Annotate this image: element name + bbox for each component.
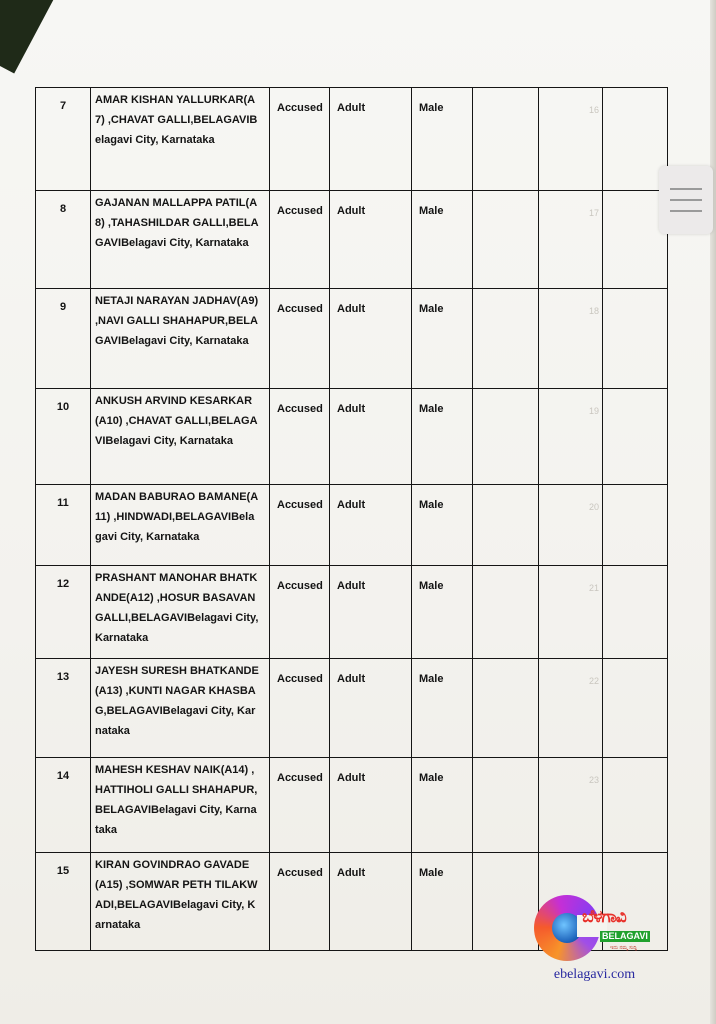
empty-cell	[603, 485, 668, 566]
type-cell	[270, 485, 330, 566]
gender-cell-text: Male	[419, 403, 444, 415]
age-group-cell	[330, 191, 412, 289]
type-cell-text: Accused	[277, 403, 323, 415]
type-cell-text: Accused	[277, 867, 323, 879]
type-cell	[270, 389, 330, 485]
type-cell-text: Accused	[277, 772, 323, 784]
empty-cell	[473, 659, 539, 758]
type-cell	[270, 289, 330, 389]
gender-cell	[412, 485, 473, 566]
name-address-cell	[91, 389, 270, 485]
name-address-cell-text: MAHESH KESHAV NAIK(A14) ,HATTIHOLI GALLI SHAHAPUR,BELAGAVIBelagavi City, Karnataka	[95, 764, 258, 836]
empty-cell	[539, 389, 603, 485]
serial-cell-text: 14	[56, 770, 70, 782]
bleed-through-text: 22	[588, 676, 599, 686]
serial-cell-text: 11	[57, 497, 69, 509]
serial-cell-text: 12	[56, 578, 70, 590]
serial-cell-text: 15	[56, 865, 70, 877]
empty-cell	[603, 191, 668, 289]
age-group-cell-text: Adult	[337, 205, 366, 217]
bleed-through-text: 16	[588, 105, 599, 115]
gender-cell	[412, 853, 473, 951]
gender-cell-text: Male	[419, 867, 444, 879]
type-cell	[270, 566, 330, 659]
logo-tagline: ಇದು ನಮ್ಮ ಸುದ್ದಿ	[610, 945, 637, 951]
table-row	[36, 485, 668, 566]
name-address-cell-text: MADAN BABURAO BAMANE(A11) ,HINDWADI,BELAGAVIBelagavi City, Karnataka	[95, 491, 259, 543]
empty-cell	[473, 289, 539, 389]
empty-cell	[473, 88, 539, 191]
bleed-through-text: 19	[588, 406, 599, 416]
gender-cell-text: Male	[419, 205, 444, 217]
type-cell	[270, 191, 330, 289]
table-row	[36, 88, 668, 191]
gender-cell-text: Male	[419, 673, 444, 685]
empty-cell	[539, 88, 603, 191]
logo-english-text: BELAGAVI	[602, 931, 648, 941]
name-address-cell	[91, 88, 270, 191]
empty-cell	[539, 659, 603, 758]
empty-cell	[473, 191, 539, 289]
type-cell	[270, 88, 330, 191]
empty-cell	[473, 853, 539, 951]
name-address-cell-text: PRASHANT MANOHAR BHATKANDE(A12) ,HOSUR BASAVAN GALLI,BELAGAVIBelagavi City, Karnataka	[95, 572, 259, 644]
age-group-cell-text: Adult	[337, 772, 366, 784]
name-address-cell-text: GAJANAN MALLAPPA PATIL(A8) ,TAHASHILDAR GALLI,BELAGAVIBelagavi City, Karnataka	[95, 197, 259, 249]
empty-cell	[473, 389, 539, 485]
serial-cell	[36, 566, 91, 659]
serial-cell	[36, 191, 91, 289]
table-row	[36, 289, 668, 389]
table-row	[36, 659, 668, 758]
bleed-through-text: 18	[588, 306, 599, 316]
type-cell-text: Accused	[277, 499, 323, 511]
ebelagavi-watermark	[532, 893, 657, 988]
bleed-through-text: 23	[588, 775, 599, 785]
gender-cell	[412, 191, 473, 289]
logo-url: ebelagavi.com	[553, 967, 636, 982]
name-address-cell	[91, 659, 270, 758]
serial-cell	[36, 88, 91, 191]
gender-cell	[412, 566, 473, 659]
gender-cell	[412, 389, 473, 485]
type-cell	[270, 659, 330, 758]
serial-cell	[36, 758, 91, 853]
serial-cell	[36, 289, 91, 389]
age-group-cell	[330, 758, 412, 853]
bleed-through-text: 21	[588, 583, 599, 593]
type-cell-text: Accused	[277, 580, 323, 592]
age-group-cell	[330, 389, 412, 485]
name-address-cell	[91, 485, 270, 566]
menu-bar	[670, 199, 702, 201]
age-group-cell-text: Adult	[337, 673, 366, 685]
type-cell-text: Accused	[277, 673, 323, 685]
background-corner	[0, 0, 56, 74]
type-cell	[270, 853, 330, 951]
gender-cell-text: Male	[419, 303, 444, 315]
empty-cell	[603, 659, 668, 758]
bleed-through-text: 20	[588, 502, 599, 512]
serial-cell-text: 9	[59, 301, 67, 313]
gender-cell	[412, 289, 473, 389]
empty-cell	[539, 566, 603, 659]
name-address-cell-text: NETAJI NARAYAN JADHAV(A9) ,NAVI GALLI SHAHAPUR,BELAGAVIBelagavi City, Karnataka	[95, 295, 259, 347]
empty-cell	[539, 485, 603, 566]
hamburger-menu-button[interactable]	[659, 166, 713, 234]
menu-bar	[670, 188, 702, 190]
serial-cell	[36, 659, 91, 758]
empty-cell	[603, 88, 668, 191]
empty-cell	[539, 758, 603, 853]
age-group-cell	[330, 485, 412, 566]
serial-cell	[36, 853, 91, 951]
page-edge	[710, 0, 716, 1024]
serial-cell	[36, 389, 91, 485]
table-row	[36, 389, 668, 485]
menu-bar	[670, 210, 702, 212]
name-address-cell	[91, 566, 270, 659]
empty-cell	[473, 485, 539, 566]
bleed-through-text: 17	[588, 208, 599, 218]
age-group-cell	[330, 566, 412, 659]
name-address-cell	[91, 191, 270, 289]
age-group-cell-text: Adult	[337, 303, 366, 315]
age-group-cell-text: Adult	[337, 580, 366, 592]
empty-cell	[539, 289, 603, 389]
gender-cell-text: Male	[419, 102, 444, 114]
empty-cell	[603, 758, 668, 853]
age-group-cell	[330, 88, 412, 191]
gender-cell-text: Male	[419, 499, 444, 511]
age-group-cell	[330, 289, 412, 389]
serial-cell-text: 13	[56, 671, 70, 683]
empty-cell	[603, 566, 668, 659]
table-row	[36, 191, 668, 289]
serial-cell-text: 7	[59, 100, 67, 112]
name-address-cell-text: KIRAN GOVINDRAO GAVADE(A15) ,SOMWAR PETH TILAKWADI,BELAGAVIBelagavi City, Karnataka	[95, 859, 258, 931]
empty-cell	[603, 389, 668, 485]
age-group-cell-text: Adult	[337, 499, 366, 511]
age-group-cell-text: Adult	[337, 867, 366, 879]
age-group-cell-text: Adult	[337, 403, 366, 415]
serial-cell-text: 8	[59, 203, 67, 215]
type-cell-text: Accused	[277, 205, 323, 217]
serial-cell-text: 10	[56, 401, 70, 413]
table-row	[36, 566, 668, 659]
serial-cell	[36, 485, 91, 566]
name-address-cell	[91, 758, 270, 853]
gender-cell-text: Male	[419, 580, 444, 592]
empty-cell	[473, 566, 539, 659]
name-address-cell	[91, 289, 270, 389]
accused-table	[35, 87, 668, 951]
type-cell-text: Accused	[277, 102, 323, 114]
name-address-cell-text: JAYESH SURESH BHATKANDE(A13) ,KUNTI NAGAR KHASBAG,BELAGAVIBelagavi City, Karnataka	[95, 665, 259, 737]
table-row	[36, 758, 668, 853]
gender-cell	[412, 88, 473, 191]
age-group-cell-text: Adult	[337, 102, 366, 114]
gender-cell	[412, 758, 473, 853]
empty-cell	[539, 191, 603, 289]
gender-cell-text: Male	[419, 772, 444, 784]
name-address-cell-text: ANKUSH ARVIND KESARKAR(A10) ,CHAVAT GALLI,BELAGAVIBelagavi City, Karnataka	[95, 395, 258, 447]
age-group-cell	[330, 659, 412, 758]
age-group-cell	[330, 853, 412, 951]
accused-table-body	[36, 88, 668, 951]
name-address-cell	[91, 853, 270, 951]
empty-cell	[473, 758, 539, 853]
name-address-cell-text: AMAR KISHAN YALLURKAR(A7) ,CHAVAT GALLI,BELAGAVIBelagavi City, Karnataka	[95, 94, 258, 146]
empty-cell	[603, 289, 668, 389]
type-cell	[270, 758, 330, 853]
gender-cell	[412, 659, 473, 758]
type-cell-text: Accused	[277, 303, 323, 315]
logo-kannada-text: ಬೆಳಗಾವಿ	[582, 907, 626, 927]
